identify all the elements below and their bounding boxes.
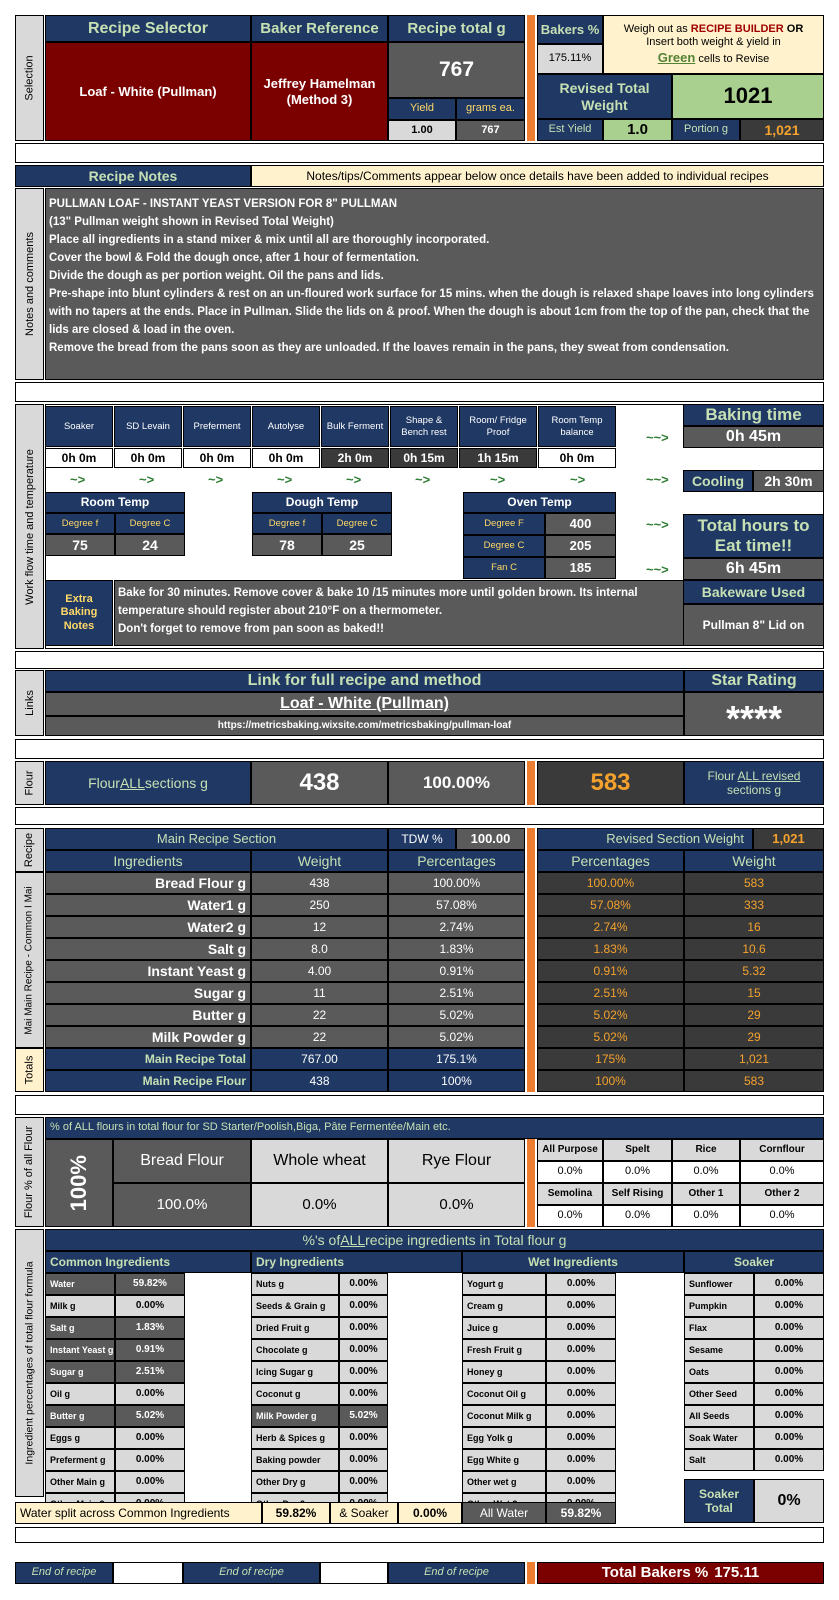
revised-weight: 583 — [684, 872, 824, 894]
common-ingredient-name: Sugar g — [45, 1361, 115, 1383]
step-soaker-label: Soaker — [45, 406, 113, 447]
flour-type-percent: 100.0% — [113, 1183, 251, 1227]
ingredient-weight[interactable]: 250 — [251, 894, 388, 916]
revised-weight: 10.6 — [684, 938, 824, 960]
step-preferment-time[interactable]: 0h 0m — [183, 448, 251, 468]
soaker-ingredient-name: Other Seed — [684, 1383, 754, 1405]
step-autolyse-time[interactable]: 0h 0m — [252, 448, 320, 468]
dry-ingredient-percent: 0.00% — [339, 1339, 388, 1361]
flow-arrow: ~~> — [646, 430, 669, 445]
baking-time-header: Baking time — [683, 404, 824, 426]
room-temp-f-input[interactable]: 75 — [45, 534, 115, 556]
wet-ingredient-name: Honey g — [462, 1361, 546, 1383]
ingredient-weight[interactable]: 4.00 — [251, 960, 388, 982]
dry-ingredient-name: Baking powder — [251, 1449, 339, 1471]
room-temp-f-label: Degree f — [45, 513, 115, 534]
revised-percent: 5.02% — [537, 1026, 684, 1048]
yield-input[interactable]: 1.00 — [388, 120, 456, 141]
side-label-workflow: Work flow time and temperature — [15, 404, 44, 649]
flow-arrow: ~~> — [646, 562, 669, 577]
note-line: (13" Pullman weight shown in Revised Total Weight) — [49, 216, 334, 228]
revised-total-percent: 100% — [537, 1070, 684, 1092]
side-label-notes: Notes and comments — [15, 188, 44, 380]
soaker-header: Soaker — [684, 1251, 824, 1273]
portion-label: Portion g — [672, 119, 740, 141]
dough-temp-header: Dough Temp — [252, 492, 392, 513]
room-temp-c-label: Degree C — [115, 513, 185, 534]
revised-percent: 5.02% — [537, 1004, 684, 1026]
instructions-box: Weigh out as RECIPE BUILDER OR Insert both weight & yield in Green cells to Revise — [603, 15, 824, 74]
separator — [15, 739, 824, 759]
cooling-label: Cooling — [683, 470, 753, 492]
separator — [15, 651, 824, 669]
step-room-temp-balance-label: Room Temp balance — [538, 406, 616, 447]
revised-total-weight: 1,021 — [684, 1048, 824, 1070]
col-revised-weight: Weight — [684, 850, 824, 872]
ingredient-name: Bread Flour g — [45, 872, 251, 894]
soaker-ingredient-percent: 0.00% — [754, 1361, 824, 1383]
common-ingredient-name: Other Main g — [45, 1471, 115, 1493]
separator — [15, 143, 824, 163]
common-ingredient-name: Water — [45, 1273, 115, 1295]
flow-arrow: ~> — [139, 472, 155, 487]
recipe-notes-header: Recipe Notes — [15, 165, 251, 187]
dry-ingredient-percent: 0.00% — [339, 1383, 388, 1405]
flour-pct-header: % of ALL flours in total flour for SD Starter/Poolish,Biga, Pâte Fermentée/Main etc. — [45, 1117, 824, 1139]
star-rating-value: **** — [684, 692, 824, 736]
dough-temp-c-label: Degree C — [322, 513, 392, 534]
side-label-recipe: Recipe — [15, 828, 44, 872]
revised-percent: 1.83% — [537, 938, 684, 960]
wet-ingredient-percent: 0.00% — [546, 1295, 616, 1317]
dry-ingredient-percent: 0.00% — [339, 1471, 388, 1493]
common-ingredient-percent: 0.00% — [115, 1295, 185, 1317]
ingredient-name: Water1 g — [45, 894, 251, 916]
flow-arrow: ~~> — [646, 472, 669, 487]
common-ingredient-percent: 2.51% — [115, 1361, 185, 1383]
total-hours-value: 6h 45m — [683, 558, 824, 580]
recipe-total-header: Recipe total g — [388, 15, 525, 42]
revised-percent: 100.00% — [537, 872, 684, 894]
other-flour-name: Other 1 — [672, 1183, 740, 1205]
step-soaker-time[interactable]: 0h 0m — [45, 448, 113, 468]
note-line: Remove the bread from the pans soon as they are unloaded. If the loaves remain in the pans, they sweat from condensation. — [49, 342, 729, 354]
common-ingredient-percent: 0.00% — [115, 1427, 185, 1449]
common-ingredient-percent: 0.91% — [115, 1339, 185, 1361]
step-sd-levain-time[interactable]: 0h 0m — [114, 448, 182, 468]
ingredient-weight[interactable]: 12 — [251, 916, 388, 938]
flow-arrow: ~~> — [646, 517, 669, 532]
fan-c-label: Fan C — [463, 557, 545, 579]
revised-section-header: Revised Section Weight — [537, 828, 753, 850]
wet-ingredient-percent: 0.00% — [546, 1471, 616, 1493]
separator — [15, 1095, 824, 1115]
step-room-temp-balance-time[interactable]: 0h 0m — [538, 448, 616, 468]
bakeware-header: Bakeware Used — [683, 580, 824, 604]
room-temp-header: Room Temp — [45, 492, 185, 513]
common-ingredient-name: Eggs g — [45, 1427, 115, 1449]
dry-ingredient-percent: 0.00% — [339, 1361, 388, 1383]
total-weight: 767.00 — [251, 1048, 388, 1070]
total-percent: 100% — [388, 1070, 525, 1092]
total-weight: 438 — [251, 1070, 388, 1092]
bakers-percent-header: Bakers % — [537, 15, 603, 44]
tdw-input[interactable]: 100.00 — [456, 828, 525, 850]
flour-revised-label: Flour ALL revised sections g — [684, 761, 824, 805]
wet-ingredient-name: Egg Yolk g — [462, 1427, 546, 1449]
divider-bar — [527, 15, 535, 141]
wet-ingredient-percent: 0.00% — [546, 1427, 616, 1449]
dough-temp-f-input[interactable]: 78 — [252, 534, 322, 556]
soaker-ingredient-percent: 0.00% — [754, 1405, 824, 1427]
soaker-ingredient-percent: 0.00% — [754, 1383, 824, 1405]
ingredient-name: Instant Yeast g — [45, 960, 251, 982]
main-recipe-header: Main Recipe Section — [45, 828, 388, 850]
ingredient-percent: 0.91% — [388, 960, 525, 982]
soaker-ingredient-percent: 0.00% — [754, 1427, 824, 1449]
wet-ingredient-name: Juice g — [462, 1317, 546, 1339]
soaker-ingredient-percent: 0.00% — [754, 1339, 824, 1361]
wet-ingredient-name: Egg White g — [462, 1449, 546, 1471]
end-of-recipe-label: End of recipe — [388, 1562, 525, 1584]
note-line: Pre-shape into blunt cylinders & rest on an un-floured work surface for 15 mins. when the dough is relaxed shape loaves into long cylinders with no tapers at the ends. Place in Pullman. Slide the lids on & proof. When the dough is about 1cm from the top of the pan, check that the lids are closed & load in the oven. — [49, 288, 814, 336]
total-percent: 175.1% — [388, 1048, 525, 1070]
water-split-value: 59.82% — [262, 1502, 330, 1524]
dry-ingredient-percent: 0.00% — [339, 1273, 388, 1295]
dry-ingredient-name: Icing Sugar g — [251, 1361, 339, 1383]
side-label-flour-pct: Flour % of all Flour — [15, 1117, 44, 1227]
flour-total-value: 438 — [251, 761, 388, 805]
flour-revised-value: 583 — [537, 761, 684, 805]
flour-all-label: Flour ALL sections g — [45, 761, 251, 805]
est-yield-input[interactable]: 1.0 — [603, 119, 672, 141]
oven-temp-f-input[interactable]: 400 — [545, 513, 616, 535]
note-line: Divide the dough as per portion weight. Oil the pans and lids. — [49, 270, 384, 282]
ingredient-weight[interactable]: 11 — [251, 982, 388, 1004]
other-flour-name: All Purpose — [537, 1139, 603, 1161]
all-water-value: 59.82% — [546, 1502, 616, 1524]
dry-ingredient-name: Chocolate g — [251, 1339, 339, 1361]
fan-c-value: 185 — [545, 557, 616, 579]
all-water-label: All Water — [462, 1502, 546, 1524]
dry-ingredient-percent: 0.00% — [339, 1295, 388, 1317]
note-line: Place all ingredients in a stand mixer & mix until all are thoroughly incorporated. — [49, 234, 490, 246]
note-line: Cover the bowl & Fold the dough once, after 1 hour of fermentation. — [49, 252, 419, 264]
wet-ingredients-header: Wet Ingredients — [462, 1251, 684, 1273]
divider-bar — [527, 761, 535, 805]
col-weight: Weight — [251, 850, 388, 872]
separator — [15, 382, 824, 402]
separator — [15, 807, 824, 825]
soaker-ingredient-name: Flax — [684, 1317, 754, 1339]
wet-ingredient-percent: 0.00% — [546, 1339, 616, 1361]
revised-weight: 16 — [684, 916, 824, 938]
other-flour-percent: 0.0% — [740, 1161, 824, 1183]
divider-bar — [527, 1562, 535, 1584]
revised-weight: 333 — [684, 894, 824, 916]
total-bakers-percent: Total Bakers % 175.11 — [537, 1562, 824, 1584]
wet-ingredient-name: Cream g — [462, 1295, 546, 1317]
other-flour-percent: 0.0% — [740, 1205, 824, 1227]
common-ingredient-percent: 5.02% — [115, 1405, 185, 1427]
wet-ingredient-percent: 0.00% — [546, 1361, 616, 1383]
soaker-ingredient-percent: 0.00% — [754, 1273, 824, 1295]
recipe-total-value: 767 — [388, 42, 525, 98]
dry-ingredient-percent: 5.02% — [339, 1405, 388, 1427]
dough-temp-c-value: 25 — [322, 534, 392, 556]
total-hours-header: Total hours to Eat time!! — [683, 514, 824, 558]
dry-ingredient-name: Milk Powder g — [251, 1405, 339, 1427]
dry-ingredient-name: Herb & Spices g — [251, 1427, 339, 1449]
soaker-ingredient-percent: 0.00% — [754, 1317, 824, 1339]
soaker-ingredient-name: Oats — [684, 1361, 754, 1383]
revised-percent: 2.74% — [537, 916, 684, 938]
water-split-label: Water split across Common Ingredients — [15, 1502, 262, 1524]
other-flour-name: Semolina — [537, 1183, 603, 1205]
revised-total-weight: 583 — [684, 1070, 824, 1092]
total-name: Main Recipe Total — [45, 1048, 251, 1070]
side-label-selection: Selection — [15, 15, 44, 141]
flour-type-percent: 0.0% — [388, 1183, 525, 1227]
common-ingredient-name: Milk g — [45, 1295, 115, 1317]
yield-header: Yield — [388, 98, 456, 120]
step-proof-time[interactable]: 1h 15m — [459, 448, 537, 468]
common-ingredient-percent: 0.00% — [115, 1449, 185, 1471]
flour-type-name: Rye Flour — [388, 1139, 525, 1183]
oven-temp-f-label: Degree F — [463, 513, 545, 535]
grams-each-value: 767 — [456, 120, 525, 141]
side-label-totals: Totals — [15, 1048, 44, 1092]
divider-bar — [527, 1139, 535, 1227]
wet-ingredient-name: Other wet g — [462, 1471, 546, 1493]
revised-total-input[interactable]: 1021 — [672, 74, 824, 119]
flow-arrow: ~> — [490, 472, 506, 487]
common-ingredient-percent: 0.00% — [115, 1383, 185, 1405]
flour-type-name: Bread Flour — [113, 1139, 251, 1183]
ingredient-percent: 100.00% — [388, 872, 525, 894]
link-header: Link for full recipe and method — [45, 670, 684, 692]
side-label-ingredient-pct: Ingredient percentages of total flour formula — [15, 1229, 44, 1497]
dry-ingredient-name: Coconut g — [251, 1383, 339, 1405]
soaker-total-label: Soaker Total — [684, 1479, 754, 1523]
soaker-ingredient-percent: 0.00% — [754, 1295, 824, 1317]
common-ingredient-name: Instant Yeast g — [45, 1339, 115, 1361]
revised-percent: 0.91% — [537, 960, 684, 982]
soaker-split-value: 0.00% — [398, 1502, 462, 1524]
ingredient-name: Water2 g — [45, 916, 251, 938]
tdw-label: TDW % — [388, 828, 456, 850]
dry-ingredient-name: Nuts g — [251, 1273, 339, 1295]
dry-ingredient-percent: 0.00% — [339, 1449, 388, 1471]
ingredient-percent: 5.02% — [388, 1004, 525, 1026]
est-yield-label: Est Yield — [537, 119, 603, 141]
common-ingredient-name: Salt g — [45, 1317, 115, 1339]
side-label-main-recipe: Mai Main Recipe - Common I Mai — [15, 872, 44, 1048]
step-bulk-ferment-label: Bulk Ferment — [321, 406, 389, 447]
end-of-recipe-label: End of recipe — [15, 1562, 113, 1584]
flour-type-name: Whole wheat — [251, 1139, 388, 1183]
wet-ingredient-name: Coconut Oil g — [462, 1383, 546, 1405]
flow-arrow: ~> — [70, 472, 86, 487]
revised-weight: 29 — [684, 1004, 824, 1026]
soaker-split-label: & Soaker — [330, 1502, 398, 1524]
portion-value: 1,021 — [740, 119, 824, 141]
flow-arrow: ~> — [415, 472, 431, 487]
oven-temp-c-label: Degree C — [463, 535, 545, 557]
soaker-ingredient-name: Soak Water — [684, 1427, 754, 1449]
baking-time-value[interactable]: 0h 45m — [683, 426, 824, 448]
other-flour-percent: 0.0% — [537, 1161, 603, 1183]
baker-reference-value: Jeffrey Hamelman (Method 3) — [251, 42, 388, 141]
ingredient-name: Salt g — [45, 938, 251, 960]
flow-arrow: ~> — [570, 472, 586, 487]
bakeware-value[interactable]: Pullman 8" Lid on — [683, 604, 824, 646]
other-flour-percent: 0.0% — [603, 1205, 672, 1227]
ingredient-name: Sugar g — [45, 982, 251, 1004]
star-rating-header: Star Rating — [684, 670, 824, 692]
oven-temp-c-value: 205 — [545, 535, 616, 557]
other-flour-name: Self Rising — [603, 1183, 672, 1205]
step-shape-bench-time[interactable]: 0h 15m — [390, 448, 458, 468]
baker-reference-header: Baker Reference — [251, 15, 388, 42]
extra-baking-notes: Bake for 30 minutes. Remove cover & bake 10 /15 minutes more until golden brown. Its internal temperature should register about 210°F on a thermometer. Don't forget to remove from pan soon as baked!! — [114, 580, 684, 646]
wet-ingredient-name: Fresh Fruit g — [462, 1339, 546, 1361]
flow-arrow: ~> — [277, 472, 293, 487]
ingredient-weight[interactable]: 438 — [251, 872, 388, 894]
cooling-value[interactable]: 2h 30m — [753, 470, 824, 492]
room-temp-c-value: 24 — [115, 534, 185, 556]
soaker-ingredient-name: Salt — [684, 1449, 754, 1471]
step-autolyse-label: Autolyse — [252, 406, 320, 447]
soaker-total-value: 0% — [754, 1479, 824, 1523]
side-label-links: Links — [15, 670, 44, 736]
common-ingredient-percent: 1.83% — [115, 1317, 185, 1339]
dry-ingredient-name: Dried Fruit g — [251, 1317, 339, 1339]
end-of-recipe-cell — [320, 1562, 388, 1584]
other-flour-name: Cornflour — [740, 1139, 824, 1161]
wet-ingredient-percent: 0.00% — [546, 1383, 616, 1405]
ingredient-name: Butter g — [45, 1004, 251, 1026]
wet-ingredient-percent: 0.00% — [546, 1449, 616, 1471]
wet-ingredient-name: Coconut Milk g — [462, 1405, 546, 1427]
step-sd-levain-label: SD Levain — [114, 406, 182, 447]
end-of-recipe-label: End of recipe — [183, 1562, 320, 1584]
flour-total-percent: 100.00% — [388, 761, 525, 805]
revised-percent: 2.51% — [537, 982, 684, 1004]
common-ingredient-name: Preferment g — [45, 1449, 115, 1471]
ingredient-percent: 5.02% — [388, 1026, 525, 1048]
ingredient-weight[interactable]: 22 — [251, 1004, 388, 1026]
soaker-ingredient-percent: 0.00% — [754, 1449, 824, 1471]
common-ingredient-name: Butter g — [45, 1405, 115, 1427]
ingredient-pct-header: %'s of ALL recipe ingredients in Total flour g — [45, 1229, 824, 1251]
revised-section-weight: 1,021 — [753, 828, 824, 850]
bakers-percent-value: 175.11% — [537, 44, 603, 74]
common-ingredient-name: Oil g — [45, 1383, 115, 1405]
divider-bar — [527, 828, 535, 1092]
other-flour-name: Rice — [672, 1139, 740, 1161]
dry-ingredient-percent: 0.00% — [339, 1427, 388, 1449]
other-flour-name: Other 2 — [740, 1183, 824, 1205]
common-ingredients-header: Common Ingredients — [45, 1251, 251, 1273]
wet-ingredient-name: Yogurt g — [462, 1273, 546, 1295]
dry-ingredients-header: Dry Ingredients — [251, 1251, 462, 1273]
ingredient-percent: 1.83% — [388, 938, 525, 960]
wet-ingredient-percent: 0.00% — [546, 1405, 616, 1427]
dry-ingredient-name: Other Dry g — [251, 1471, 339, 1493]
col-ingredients: Ingredients — [45, 850, 251, 872]
step-shape-bench-label: Shape & Bench rest — [390, 406, 458, 447]
recipe-selector-dropdown[interactable]: Loaf - White (Pullman) — [45, 42, 251, 141]
note-line: PULLMAN LOAF - INSTANT YEAST VERSION FOR 8" PULLMAN — [49, 198, 398, 210]
ingredient-weight[interactable]: 8.0 — [251, 938, 388, 960]
other-flour-percent: 0.0% — [672, 1161, 740, 1183]
wet-ingredient-percent: 0.00% — [546, 1317, 616, 1339]
flow-arrow: ~> — [208, 472, 224, 487]
revised-percent: 57.08% — [537, 894, 684, 916]
step-proof-label: Room/ Fridge Proof — [459, 406, 537, 447]
soaker-ingredient-name: Sunflower — [684, 1273, 754, 1295]
end-of-recipe-cell — [113, 1562, 183, 1584]
ingredient-percent: 57.08% — [388, 894, 525, 916]
common-ingredient-percent: 59.82% — [115, 1273, 185, 1295]
step-bulk-ferment-time[interactable]: 2h 0m — [321, 448, 389, 468]
dough-temp-f-label: Degree f — [252, 513, 322, 534]
ingredient-name: Milk Powder g — [45, 1026, 251, 1048]
wet-ingredient-percent: 0.00% — [546, 1273, 616, 1295]
separator — [15, 1527, 824, 1543]
common-ingredient-percent: 0.00% — [115, 1471, 185, 1493]
total-name: Main Recipe Flour — [45, 1070, 251, 1092]
soaker-ingredient-name: All Seeds — [684, 1405, 754, 1427]
recipe-link[interactable]: Loaf - White (Pullman) — [45, 692, 684, 716]
grams-each-header: grams ea. — [456, 98, 525, 120]
revised-weight: 15 — [684, 982, 824, 1004]
step-preferment-label: Preferment — [183, 406, 251, 447]
recipe-url[interactable]: https://metricsbaking.wixsite.com/metricsbaking/pullman-loaf — [45, 716, 684, 736]
dry-ingredient-name: Seeds & Grain g — [251, 1295, 339, 1317]
other-flour-percent: 0.0% — [672, 1205, 740, 1227]
dry-ingredient-percent: 0.00% — [339, 1317, 388, 1339]
flow-arrow: ~> — [346, 472, 362, 487]
flour-pct-big: 100% — [45, 1139, 113, 1227]
soaker-ingredient-name: Pumpkin — [684, 1295, 754, 1317]
ingredient-percent: 2.74% — [388, 916, 525, 938]
other-flour-percent: 0.0% — [537, 1205, 603, 1227]
notes-hint: Notes/tips/Comments appear below once details have been added to individual recipes — [251, 165, 824, 187]
col-revised-percentages: Percentages — [537, 850, 684, 872]
soaker-ingredient-name: Sesame — [684, 1339, 754, 1361]
revised-weight: 5.32 — [684, 960, 824, 982]
other-flour-percent: 0.0% — [603, 1161, 672, 1183]
oven-temp-header: Oven Temp — [463, 492, 616, 513]
revised-total-percent: 175% — [537, 1048, 684, 1070]
revised-total-header: Revised Total Weight — [537, 74, 672, 119]
recipe-selector-header: Recipe Selector — [45, 15, 251, 42]
col-percentages: Percentages — [388, 850, 525, 872]
other-flour-name: Spelt — [603, 1139, 672, 1161]
notes-body — [45, 188, 824, 380]
ingredient-weight[interactable]: 22 — [251, 1026, 388, 1048]
flour-type-percent: 0.0% — [251, 1183, 388, 1227]
extra-baking-notes-label: Extra Baking Notes — [45, 580, 113, 646]
revised-weight: 29 — [684, 1026, 824, 1048]
side-label-flour: Flour — [15, 761, 44, 805]
ingredient-percent: 2.51% — [388, 982, 525, 1004]
